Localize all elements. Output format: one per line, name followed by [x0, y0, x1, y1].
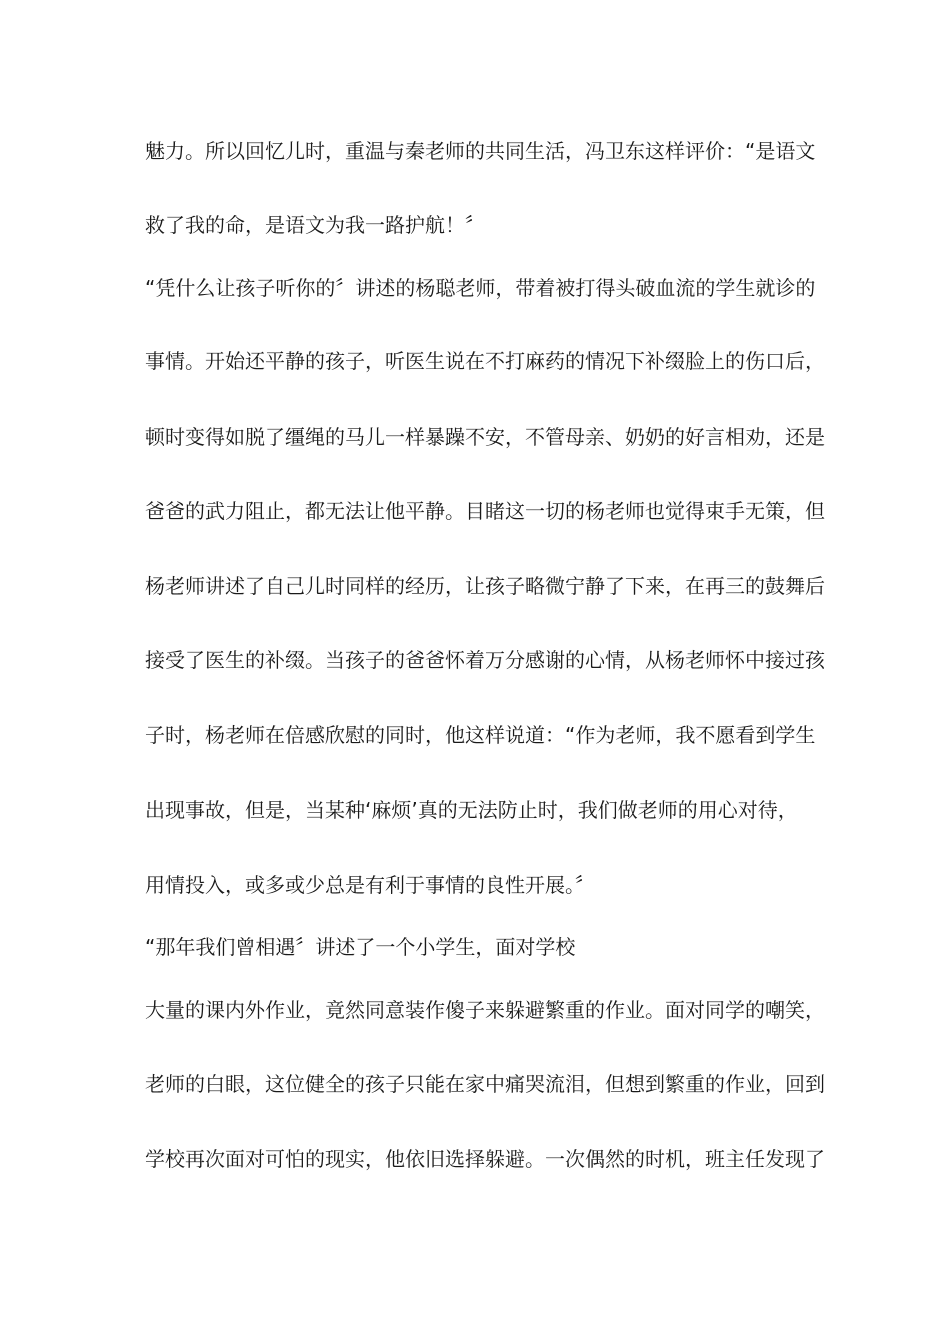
text-line-10: 出现事故，但是，当某种‘麻烦’真的无法防止时，我们做老师的用心对待，	[145, 798, 798, 822]
text-line-9: 子时，杨老师在倍感欣慰的同时，他这样说道：“作为老师，我不愿看到学生	[145, 723, 816, 747]
text-line-14: 老师的白眼，这位健全的孩子只能在家中痛哭流泪，但想到繁重的作业，回到	[145, 1072, 825, 1096]
text-line-15: 学校再次面对可怕的现实，他依旧选择躲避。一次偶然的时机，班主任发现了	[145, 1147, 825, 1171]
text-line-5: 顿时变得如脱了缰绳的马儿一样暴躁不安，不管母亲、奶奶的好言相劝，还是	[145, 425, 825, 449]
text-line-8: 接受了医生的补缀。当孩子的爸爸怀着万分感谢的心情，从杨老师怀中接过孩	[145, 648, 825, 672]
text-line-1: 魅力。所以回忆儿时，重温与秦老师的共同生活，冯卫东这样评价：“是语文	[145, 139, 816, 163]
text-line-6: 爸爸的武力阻止，都无法让他平静。目睹这一切的杨老师也觉得束手无策，但	[145, 499, 825, 523]
text-line-3: “凭什么让孩子听你的〞讲述的杨聪老师，带着被打得头破血流的学生就诊的	[145, 276, 816, 300]
text-line-12: “那年我们曾相遇〞讲述了一个小学生，面对学校	[145, 935, 576, 959]
text-line-4: 事情。开始还平静的孩子，听医生说在不打麻药的情况下补缀脸上的伤口后，	[145, 349, 825, 373]
text-line-13: 大量的课内外作业，竟然同意装作傻子来躲避繁重的作业。面对同学的嘲笑，	[145, 998, 825, 1022]
text-line-11: 用情投入，或多或少总是有利于事情的良性开展。〞	[145, 873, 595, 897]
text-line-7: 杨老师讲述了自己儿时同样的经历，让孩子略微宁静了下来，在再三的鼓舞后	[145, 574, 825, 598]
text-line-2: 救了我的命，是语文为我一路护航！〞	[145, 213, 485, 237]
